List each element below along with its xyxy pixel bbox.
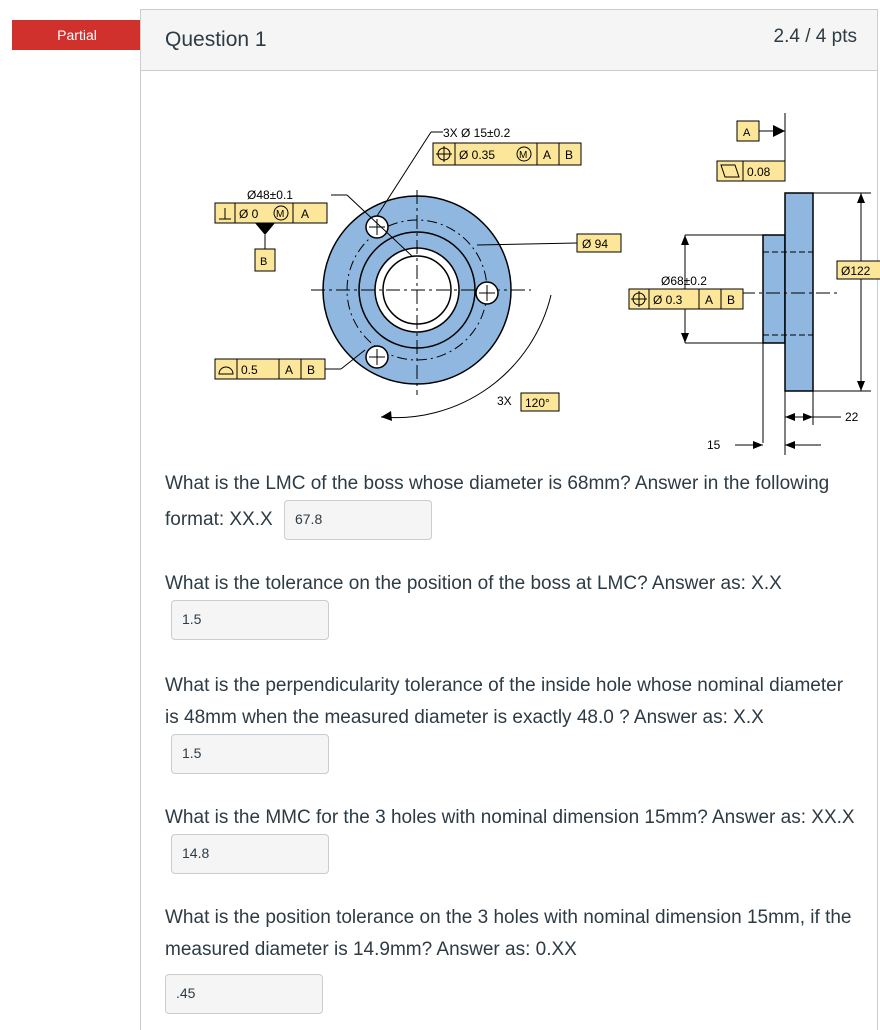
boss-datum-b: B bbox=[727, 293, 736, 307]
side-boss bbox=[763, 235, 785, 343]
answer-field-5[interactable]: .45 bbox=[165, 974, 323, 1014]
bore-perpendicularity-fcf bbox=[215, 203, 327, 223]
hole-position-tol: Ø 0.35 bbox=[459, 148, 496, 162]
question-2 bbox=[165, 568, 855, 640]
hole-mmc-symbol: M bbox=[519, 150, 528, 161]
answer-field-3[interactable]: 1.5 bbox=[171, 734, 329, 774]
question-5 bbox=[165, 902, 855, 1014]
answer-field-2[interactable]: 1.5 bbox=[171, 600, 329, 640]
question-4-text: What is the MMC for the 3 holes with nominal dimension 15mm? Answer as: XX.X bbox=[165, 807, 855, 828]
gdt-drawing bbox=[181, 95, 871, 465]
boss-position-tol: Ø 0.3 bbox=[653, 293, 683, 307]
profile-fcf bbox=[215, 359, 325, 379]
datum-b-label: B bbox=[260, 256, 268, 268]
boss-size-callout: Ø68±0.2 bbox=[661, 274, 707, 288]
profile-datum-a: A bbox=[285, 363, 294, 377]
answer-field-1[interactable]: 67.8 bbox=[284, 500, 432, 540]
hole-datum-b: B bbox=[565, 148, 574, 162]
bolt-hole-3 bbox=[366, 346, 388, 368]
bore-datum-a: A bbox=[301, 207, 310, 221]
side-flange bbox=[785, 193, 813, 391]
hole-datum-a: A bbox=[543, 148, 552, 162]
question-points: 2.4 / 4 pts bbox=[773, 26, 857, 47]
angle-value: 120° bbox=[525, 396, 550, 410]
question-title: Question 1 bbox=[165, 28, 267, 51]
datum-a-label: A bbox=[743, 127, 751, 139]
question-4 bbox=[165, 802, 855, 874]
bolt-hole-1 bbox=[366, 216, 388, 238]
question-5-text: What is the position tolerance on the 3 holes with nominal dimension 15mm, if the measured diameter is 14.9mm? Answer as: 0.XX bbox=[165, 907, 852, 960]
question-header bbox=[141, 10, 877, 71]
hole-position-fcf bbox=[433, 143, 581, 165]
dim-22-label: 22 bbox=[845, 410, 859, 424]
bore-perp-tol: Ø 0 bbox=[239, 207, 259, 221]
bolt-hole-2 bbox=[476, 282, 498, 304]
boss-position-fcf bbox=[629, 289, 743, 309]
score-badge-label: Partial bbox=[57, 27, 97, 43]
flatness-fcf bbox=[717, 161, 785, 181]
hole-size-callout: 3X Ø 15±0.2 bbox=[443, 126, 511, 140]
boss-datum-a: A bbox=[705, 293, 714, 307]
angle-count: 3X bbox=[497, 394, 512, 408]
flatness-tol: 0.08 bbox=[747, 165, 771, 179]
question-1-text: What is the LMC of the boss whose diameter is 68mm? Answer in the following format: XX.X bbox=[165, 473, 830, 531]
score-badge bbox=[12, 20, 152, 50]
bore-mmc-symbol: M bbox=[276, 209, 285, 220]
profile-tol: 0.5 bbox=[241, 363, 258, 377]
question-1 bbox=[165, 468, 855, 540]
dia-94-label: Ø 94 bbox=[582, 237, 609, 251]
profile-datum-b: B bbox=[307, 363, 316, 377]
question-panel bbox=[140, 9, 878, 1030]
question-3 bbox=[165, 670, 855, 774]
dim-15-label: 15 bbox=[707, 438, 721, 452]
answer-field-4[interactable]: 14.8 bbox=[171, 834, 329, 874]
bore-size-callout: Ø48±0.1 bbox=[247, 188, 293, 202]
question-2-text: What is the tolerance on the position of the boss at LMC? Answer as: X.X bbox=[165, 573, 782, 594]
dia-122-label: Ø122 bbox=[841, 264, 871, 278]
question-3-text: What is the perpendicularity tolerance of the inside hole whose nominal diameter is 48mm when the measured diameter is exactly 48.0 ? Answer as: X.X bbox=[165, 675, 844, 728]
